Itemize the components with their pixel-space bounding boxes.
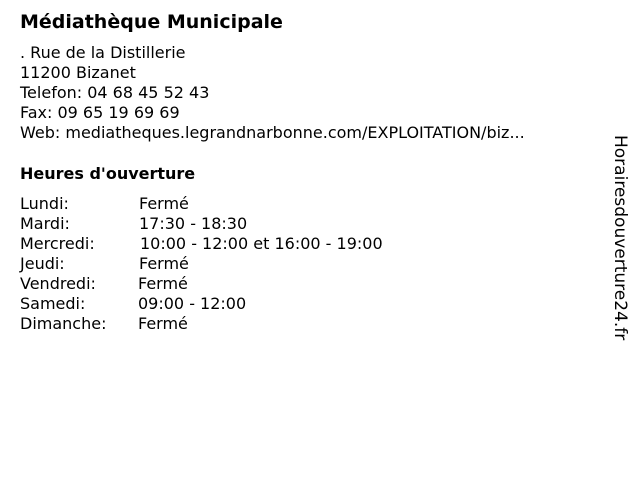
day-hours: 10:00 - 12:00 et 16:00 - 19:00 bbox=[140, 234, 383, 253]
website: Web: mediatheques.legrandnarbonne.com/EXPLOITATION/biz... bbox=[20, 123, 525, 142]
day-label: Mercredi: bbox=[20, 234, 95, 253]
fax-number: Fax: 09 65 19 69 69 bbox=[20, 103, 180, 122]
phone-number: Telefon: 04 68 45 52 43 bbox=[20, 83, 210, 102]
day-hours: 09:00 - 12:00 bbox=[138, 294, 247, 313]
day-hours: Fermé bbox=[138, 314, 188, 333]
day-hours: Fermé bbox=[139, 254, 189, 273]
site-watermark: Horairesdouverture24.fr bbox=[610, 135, 630, 341]
address-block bbox=[20, 43, 525, 143]
day-label: Samedi: bbox=[20, 294, 86, 313]
day-hours: Fermé bbox=[139, 194, 189, 213]
day-label: Dimanche: bbox=[20, 314, 107, 333]
day-hours: 17:30 - 18:30 bbox=[139, 214, 248, 233]
day-label: Jeudi: bbox=[20, 254, 65, 273]
city-postal: 11200 Bizanet bbox=[20, 63, 136, 82]
day-label: Lundi: bbox=[20, 194, 69, 213]
day-label: Mardi: bbox=[20, 214, 70, 233]
day-label: Vendredi: bbox=[20, 274, 96, 293]
street-address: . Rue de la Distillerie bbox=[20, 43, 186, 62]
day-hours: Fermé bbox=[138, 274, 188, 293]
page-title: Médiathèque Municipale bbox=[20, 11, 283, 33]
hours-heading: Heures d'ouverture bbox=[20, 164, 196, 183]
